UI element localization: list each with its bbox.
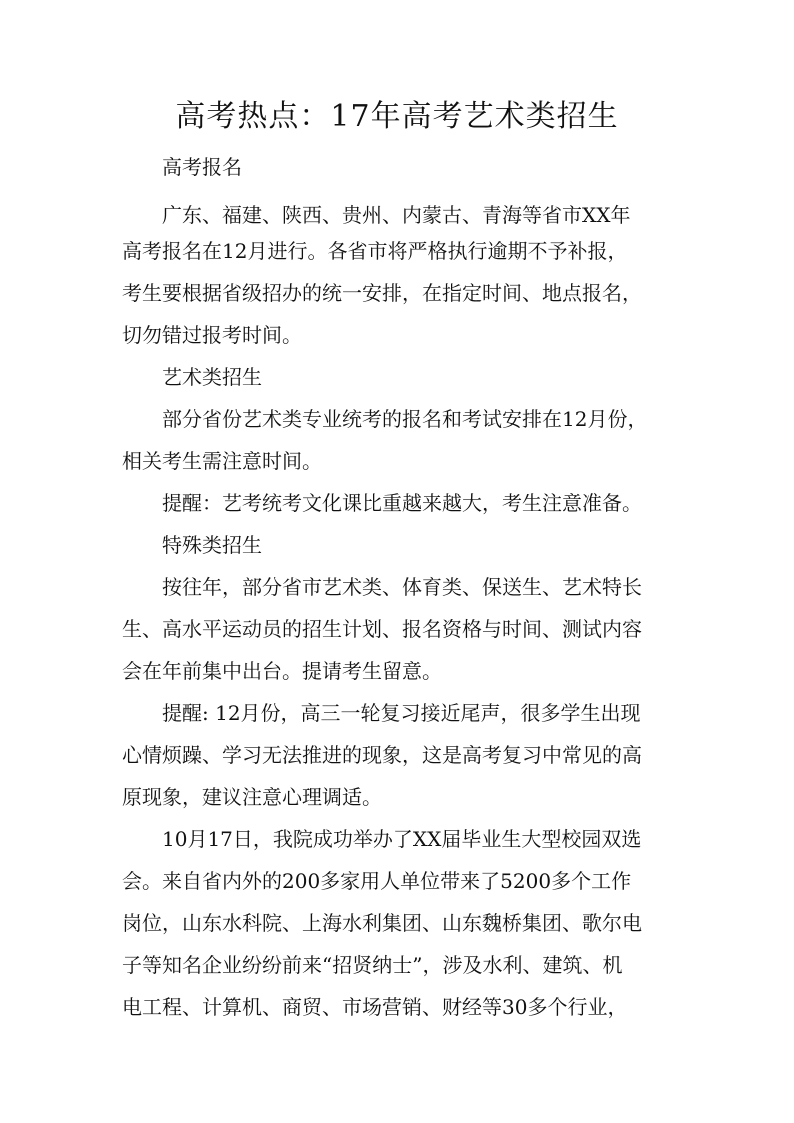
paragraph-line: 按往年，部分省市艺术类、体育类、保送生、艺术特长 bbox=[162, 575, 642, 599]
paragraph-line: 提醒: 12月份，高三一轮复习接近尾声，很多学生出现 bbox=[162, 701, 641, 725]
paragraph-line: 电工程、计算机、商贸、市场营销、财经等30多个行业， bbox=[122, 995, 628, 1019]
paragraph-line: 广东、福建、陕西、贵州、内蒙古、青海等省市XX年 bbox=[162, 203, 631, 227]
paragraph-line: 提醒：艺考统考文化课比重越来越大，考生注意准备。 bbox=[162, 491, 642, 515]
paragraph-line: 生、高水平运动员的招生计划、报名资格与时间、测试内容 bbox=[122, 617, 642, 641]
paragraph-line: 心情烦躁、学习无法推进的现象，这是高考复习中常见的高 bbox=[122, 743, 642, 767]
paragraph-line: 考生要根据省级招办的统一安排，在指定时间、地点报名， bbox=[122, 281, 642, 305]
section-heading: 特殊类招生 bbox=[162, 533, 262, 557]
paragraph-line: 高考报名在12月进行。各省市将严格执行逾期不予补报， bbox=[122, 239, 628, 263]
paragraph-line: 切勿错过报考时间。 bbox=[122, 323, 302, 347]
paragraph-line: 原现象，建议注意心理调适。 bbox=[122, 785, 382, 809]
paragraph-line: 会。来自省内外的200多家用人单位带来了5200多个工作 bbox=[122, 869, 632, 893]
paragraph-line: 部分省份艺术类专业统考的报名和考试安排在12月份， bbox=[162, 407, 648, 431]
page-title: 高考热点：17年高考艺术类招生 bbox=[175, 99, 619, 134]
paragraph-line: 岗位，山东水科院、上海水利集团、山东魏桥集团、歌尔电 bbox=[122, 911, 642, 935]
paragraph-line: 会在年前集中出台。提请考生留意。 bbox=[122, 659, 442, 683]
paragraph-line: 10月17日，我院成功举办了XX届毕业生大型校园双选 bbox=[162, 827, 642, 851]
section-heading: 高考报名 bbox=[162, 155, 242, 179]
paragraph-line: 相关考生需注意时间。 bbox=[122, 449, 322, 473]
paragraph-line: 子等知名企业纷纷前来“招贤纳士”，涉及水利、建筑、机 bbox=[122, 953, 623, 977]
section-heading: 艺术类招生 bbox=[162, 365, 262, 389]
